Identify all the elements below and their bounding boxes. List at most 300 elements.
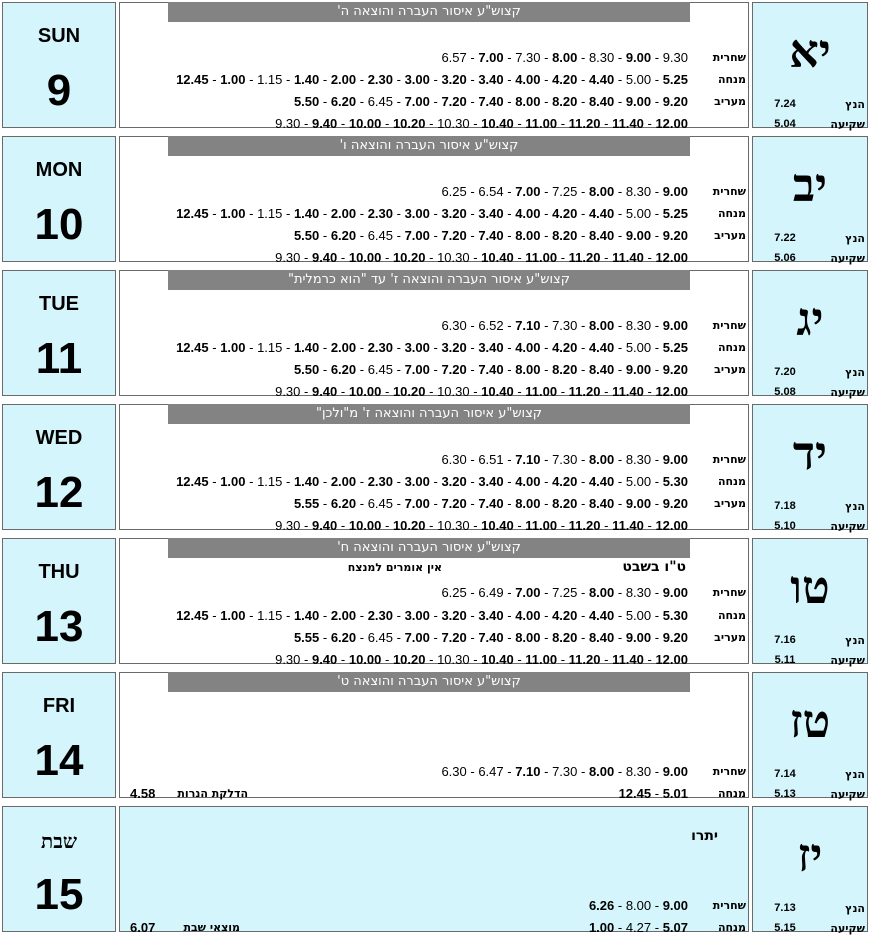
hebrew-date-box [752, 2, 868, 131]
hebrew-date-box [752, 806, 868, 935]
day-name: THU [38, 561, 80, 583]
kitzur-banner: קצוש"ע איסור העברה והוצאה ז' עד "הוא כרמלית" [168, 270, 690, 290]
netz-label: הנץ [845, 634, 865, 647]
time-value: 10.40 [481, 384, 514, 399]
time-value: 9.00 [662, 585, 688, 600]
kitzur-banner: קצוש"ע איסור העברה והוצאה ח' [168, 538, 690, 558]
time-value: 5.01 [662, 786, 688, 801]
kitzur-banner: קצוש"ע איסור העברה והוצאה ז' מ"ולכן" [168, 404, 690, 424]
time-value: 11.20 [568, 384, 601, 399]
time-value: 9.00 [625, 630, 652, 645]
hebrew-date: טז [789, 694, 831, 748]
time-value: 8.30 [588, 50, 615, 65]
shkia-time: 5.13 [774, 788, 796, 800]
time-value: 4.40 [588, 340, 615, 355]
time-value: 9.00 [662, 452, 688, 467]
time-value: 8.20 [552, 228, 578, 243]
schedule-box [119, 806, 749, 932]
maariv-times: 5.50 - 6.20 - 6.45 - 7.00 - 7.20 - 7.40 - 8.00 - 8.20 - 8.40 - 9.00 - 9.20 [293, 362, 688, 377]
time-value: 3.20 [441, 206, 467, 221]
time-value: 8.00 [588, 764, 615, 779]
time-value: 8.00 [625, 898, 652, 913]
time-value: 11.20 [568, 518, 601, 533]
shkia-label: שקיעה [830, 118, 865, 131]
maariv-times: 5.50 - 6.20 - 6.45 - 7.00 - 7.20 - 7.40 - 8.00 - 8.20 - 8.40 - 9.00 - 9.20 [293, 228, 688, 243]
time-value: 2.30 [367, 608, 393, 623]
time-value: 4.40 [588, 608, 615, 623]
time-value: 11.40 [612, 384, 644, 399]
netz-label: הנץ [845, 232, 865, 245]
time-value: 9.20 [662, 362, 688, 377]
day-of-week-box [2, 270, 116, 396]
shacharit-label: שחרית [712, 586, 746, 599]
time-value: 5.50 [293, 94, 320, 109]
time-value: 6.54 [478, 184, 504, 199]
time-value: 3.40 [478, 206, 504, 221]
day-row-thu [0, 536, 870, 667]
shacharit-times: 6.25 - 6.49 - 7.00 - 7.25 - 8.00 - 8.30 - 9.00 [441, 585, 688, 600]
day-of-week-box [2, 404, 116, 530]
time-value: 2.00 [330, 474, 357, 489]
time-value: 6.25 [441, 585, 467, 600]
time-value: 7.10 [515, 452, 541, 467]
time-value: 11.20 [568, 652, 601, 667]
time-value: 11.20 [568, 250, 601, 265]
day-row-shabbat [0, 804, 870, 935]
time-value: 1.40 [293, 206, 320, 221]
time-value: 7.00 [515, 184, 541, 199]
time-value: 2.30 [367, 474, 393, 489]
time-value: 5.30 [662, 608, 688, 623]
time-value: 11.20 [568, 116, 601, 131]
time-value: 11.00 [525, 518, 558, 533]
netz-time: 7.14 [774, 768, 796, 780]
time-value: 7.00 [404, 496, 430, 511]
hebrew-date-box [752, 538, 868, 667]
time-value: 6.26 [588, 898, 615, 913]
kitzur-banner: קצוש"ע איסור העברה והוצאה ו' [168, 136, 690, 156]
day-of-week-box [2, 136, 116, 262]
mincha-times: 12.45 - 1.00 - 1.15 - 1.40 - 2.00 - 2.30 - 3.00 - 3.20 - 3.40 - 4.00 - 4.20 - 4.40 - 5.00 - 5.25 [176, 340, 688, 355]
day-of-week-box [2, 806, 116, 932]
shkia-time: 5.11 [774, 654, 796, 666]
time-value: 9.20 [662, 496, 688, 511]
time-value: 9.40 [311, 518, 338, 533]
time-value: 7.10 [515, 318, 541, 333]
time-value: 4.20 [552, 206, 578, 221]
time-value: 5.00 [625, 206, 652, 221]
time-value: 5.00 [625, 72, 652, 87]
shkia-label: שקיעה [830, 520, 865, 533]
shkia-time: 5.15 [774, 922, 796, 934]
time-value: 9.40 [311, 384, 338, 399]
time-value: 12.00 [655, 384, 688, 399]
time-value: 7.00 [515, 585, 541, 600]
time-value: 3.00 [404, 72, 430, 87]
maariv-late-times: 9.30 - 9.40 - 10.00 - 10.20 - 10.30 - 10.40 - 11.00 - 11.20 - 11.40 - 12.00 [275, 518, 688, 533]
time-value: 9.40 [311, 652, 338, 667]
netz-label: הנץ [845, 366, 865, 379]
day-row-tue [0, 268, 870, 399]
shkia-time: 5.04 [774, 118, 796, 130]
shkia-label: שקיעה [830, 386, 865, 399]
mincha-times: 12.45 - 1.00 - 1.15 - 1.40 - 2.00 - 2.30 - 3.00 - 3.20 - 3.40 - 4.00 - 4.20 - 4.40 - 5.00 - 5.25 [176, 72, 688, 87]
maariv-label: מעריב [714, 497, 746, 510]
time-value: 7.00 [404, 362, 430, 377]
netz-time: 7.22 [774, 232, 796, 244]
time-value: 9.00 [625, 50, 652, 65]
time-value: 12.00 [655, 518, 688, 533]
shkia-label: שקיעה [830, 788, 865, 801]
day-number: 12 [34, 468, 84, 517]
time-value: 1.40 [293, 72, 320, 87]
mincha-label: מנחה [717, 73, 746, 86]
time-value: 8.00 [588, 184, 615, 199]
time-value: 9.00 [625, 496, 652, 511]
time-value: 10.20 [392, 384, 426, 399]
time-value: 8.30 [625, 318, 652, 333]
time-value: 6.51 [478, 452, 504, 467]
time-value: 3.00 [404, 608, 430, 623]
time-value: 8.00 [515, 496, 541, 511]
time-value: 9.00 [662, 184, 688, 199]
day-name: שבת [41, 829, 77, 853]
time-value: 4.00 [515, 72, 541, 87]
time-value: 7.00 [478, 50, 504, 65]
time-value: 8.30 [625, 184, 652, 199]
time-value: 4.20 [552, 608, 578, 623]
time-value: 5.00 [625, 474, 652, 489]
time-value: 3.00 [404, 206, 430, 221]
mincha-times: 1.00 - 4.27 - 5.07 [588, 920, 688, 935]
time-value: 9.30 [275, 250, 301, 265]
time-value: 6.47 [478, 764, 504, 779]
maariv-times: 5.55 - 6.20 - 6.45 - 7.00 - 7.20 - 7.40 - 8.00 - 8.20 - 8.40 - 9.00 - 9.20 [293, 496, 688, 511]
shacharit-times: 6.25 - 6.54 - 7.00 - 7.25 - 8.00 - 8.30 - 9.00 [441, 184, 688, 199]
netz-time: 7.18 [774, 500, 796, 512]
time-value: 6.57 [441, 50, 467, 65]
time-value: 8.20 [552, 630, 578, 645]
time-value: 6.49 [478, 585, 504, 600]
time-value: 7.25 [552, 585, 578, 600]
time-value: 8.00 [515, 362, 541, 377]
time-value: 7.25 [552, 184, 578, 199]
netz-label: הנץ [845, 902, 865, 915]
time-value: 12.45 [176, 206, 209, 221]
time-value: 7.20 [441, 630, 467, 645]
day-row-mon [0, 134, 870, 265]
time-value: 6.30 [441, 318, 467, 333]
tu-bishvat-title: ט"ו בשבט [622, 559, 686, 575]
time-value: 8.20 [552, 496, 578, 511]
shacharit-label: שחרית [712, 899, 746, 912]
maariv-late-times: 9.30 - 9.40 - 10.00 - 10.20 - 10.30 - 10.40 - 11.00 - 11.20 - 11.40 - 12.00 [275, 652, 688, 667]
time-value: 4.20 [552, 340, 578, 355]
day-number: 15 [34, 870, 84, 919]
time-value: 4.00 [515, 608, 541, 623]
netz-time: 7.24 [774, 98, 796, 110]
time-value: 3.00 [404, 474, 430, 489]
time-value: 8.30 [625, 585, 652, 600]
hebrew-date: יז [797, 828, 823, 882]
time-value: 7.20 [441, 362, 467, 377]
time-value: 10.30 [437, 250, 470, 265]
time-value: 7.40 [478, 362, 504, 377]
shacharit-times: 6.57 - 7.00 - 7.30 - 8.00 - 8.30 - 9.00 - 9.30 [441, 50, 688, 65]
time-value: 11.40 [612, 652, 644, 667]
time-value: 8.00 [515, 228, 541, 243]
day-number: 10 [34, 200, 84, 249]
time-value: 9.00 [662, 318, 688, 333]
netz-time: 7.16 [774, 634, 796, 646]
mincha-label: מנחה [717, 921, 746, 934]
time-value: 8.40 [588, 228, 615, 243]
time-value: 7.30 [552, 452, 578, 467]
day-number: 14 [34, 736, 84, 785]
maariv-times: 5.50 - 6.20 - 6.45 - 7.00 - 7.20 - 7.40 - 8.00 - 8.20 - 8.40 - 9.00 - 9.20 [293, 94, 688, 109]
parsha-name: יתרו [691, 828, 718, 844]
time-value: 8.40 [588, 94, 615, 109]
time-value: 5.50 [293, 228, 320, 243]
time-value: 10.00 [348, 116, 382, 131]
time-value: 4.00 [515, 206, 541, 221]
hebrew-date-box [752, 672, 868, 801]
time-value: 3.40 [478, 474, 504, 489]
time-value: 1.40 [293, 608, 320, 623]
time-value: 1.15 [257, 206, 283, 221]
time-value: 8.00 [552, 50, 578, 65]
time-value: 3.40 [478, 72, 504, 87]
time-value: 9.20 [662, 94, 688, 109]
day-name: FRI [42, 695, 76, 717]
time-value: 8.00 [588, 585, 615, 600]
time-value: 7.40 [478, 94, 504, 109]
time-value: 9.30 [275, 116, 301, 131]
time-value: 9.30 [275, 518, 301, 533]
time-value: 12.00 [655, 652, 688, 667]
time-value: 9.20 [662, 630, 688, 645]
shkia-label: שקיעה [830, 252, 865, 265]
hebrew-date-box [752, 404, 868, 533]
time-value: 8.20 [552, 362, 578, 377]
maariv-label: מעריב [714, 229, 746, 242]
time-value: 7.20 [441, 228, 467, 243]
shacharit-label: שחרית [712, 51, 746, 64]
time-value: 8.30 [625, 452, 652, 467]
time-value: 6.52 [478, 318, 504, 333]
time-value: 12.45 [176, 474, 209, 489]
candle-lighting-label: הדלקת הנרות [177, 787, 248, 800]
time-value: 6.20 [330, 94, 357, 109]
time-value: 6.30 [441, 764, 467, 779]
day-name: TUE [39, 293, 79, 315]
time-value: 5.00 [625, 340, 652, 355]
day-number: 13 [34, 602, 84, 651]
time-value: 7.20 [441, 496, 467, 511]
time-value: 11.40 [612, 250, 644, 265]
time-value: 10.00 [348, 384, 382, 399]
time-value: 1.15 [257, 72, 283, 87]
time-value: 10.20 [392, 518, 426, 533]
time-value: 10.20 [392, 116, 426, 131]
time-value: 9.00 [662, 898, 688, 913]
time-value: 7.10 [515, 764, 541, 779]
maariv-label: מעריב [714, 95, 746, 108]
time-value: 8.40 [588, 362, 615, 377]
time-value: 10.20 [392, 250, 426, 265]
day-row-sun [0, 0, 870, 131]
time-value: 3.20 [441, 340, 467, 355]
shacharit-times: 6.30 - 6.51 - 7.10 - 7.30 - 8.00 - 8.30 - 9.00 [441, 452, 688, 467]
day-of-week-box [2, 538, 116, 664]
time-value: 2.30 [367, 72, 393, 87]
time-value: 6.45 [367, 94, 393, 109]
time-value: 6.45 [367, 496, 393, 511]
mincha-label: מנחה [717, 609, 746, 622]
time-value: 6.45 [367, 362, 393, 377]
time-value: 7.40 [478, 630, 504, 645]
time-value: 1.15 [257, 340, 283, 355]
time-value: 3.20 [441, 72, 467, 87]
shacharit-times: 6.26 - 8.00 - 9.00 [588, 898, 688, 913]
time-value: 4.27 [625, 920, 652, 935]
day-of-week-box [2, 672, 116, 798]
time-value: 1.15 [257, 608, 283, 623]
mincha-times: 12.45 - 1.00 - 1.15 - 1.40 - 2.00 - 2.30 - 3.00 - 3.20 - 3.40 - 4.00 - 4.20 - 4.40 - 5.00 - 5.25 [176, 206, 688, 221]
time-value: 10.40 [481, 518, 514, 533]
day-of-week-box [2, 2, 116, 128]
time-value: 11.00 [525, 652, 558, 667]
hebrew-date: טו [790, 560, 830, 614]
shkia-label: שקיעה [830, 922, 865, 935]
mincha-label: מנחה [717, 475, 746, 488]
time-value: 1.40 [293, 474, 320, 489]
time-value: 4.40 [588, 72, 615, 87]
netz-time: 7.20 [774, 366, 796, 378]
time-value: 7.00 [404, 630, 430, 645]
shkia-time: 5.08 [774, 386, 796, 398]
time-value: 8.00 [588, 452, 615, 467]
time-value: 10.40 [481, 250, 514, 265]
time-value: 12.45 [176, 72, 209, 87]
time-value: 12.00 [655, 250, 688, 265]
day-row-wed [0, 402, 870, 533]
time-value: 3.20 [441, 608, 467, 623]
time-value: 7.30 [552, 318, 578, 333]
time-value: 8.40 [588, 630, 615, 645]
time-value: 2.30 [367, 340, 393, 355]
time-value: 2.00 [330, 72, 357, 87]
time-value: 8.20 [552, 94, 578, 109]
shacharit-times: 6.30 - 6.47 - 7.10 - 7.30 - 8.00 - 8.30 - 9.00 [441, 764, 688, 779]
time-value: 3.40 [478, 608, 504, 623]
time-value: 5.25 [662, 206, 688, 221]
shacharit-times: 6.30 - 6.52 - 7.10 - 7.30 - 8.00 - 8.30 - 9.00 [441, 318, 688, 333]
time-value: 6.20 [330, 362, 357, 377]
shacharit-label: שחרית [712, 185, 746, 198]
time-value: 5.25 [662, 72, 688, 87]
time-value: 7.00 [404, 228, 430, 243]
time-value: 9.20 [662, 228, 688, 243]
time-value: 10.30 [437, 116, 470, 131]
time-value: 5.50 [293, 362, 320, 377]
time-value: 6.20 [330, 228, 357, 243]
time-value: 11.40 [612, 116, 644, 131]
time-value: 12.00 [655, 116, 688, 131]
time-value: 1.15 [257, 474, 283, 489]
time-value: 5.55 [293, 496, 320, 511]
hebrew-date-box [752, 136, 868, 265]
time-value: 6.20 [330, 496, 357, 511]
time-value: 2.00 [330, 340, 357, 355]
time-value: 11.00 [525, 384, 558, 399]
time-value: 9.00 [625, 228, 652, 243]
day-name: SUN [37, 25, 81, 47]
time-value: 5.25 [662, 340, 688, 355]
time-value: 12.45 [618, 786, 652, 801]
kitzur-banner: קצוש"ע איסור העברה והוצאה ט' [168, 672, 690, 692]
time-value: 10.00 [348, 652, 382, 667]
time-value: 1.00 [220, 340, 246, 355]
netz-label: הנץ [845, 98, 865, 111]
hebrew-date: יד [792, 426, 828, 480]
time-value: 3.40 [478, 340, 504, 355]
time-value: 6.20 [330, 630, 357, 645]
time-value: 2.00 [330, 608, 357, 623]
time-value: 9.40 [311, 116, 338, 131]
time-value: 3.20 [441, 474, 467, 489]
time-value: 5.00 [625, 608, 652, 623]
netz-time: 7.13 [774, 902, 796, 914]
hebrew-date-box [752, 270, 868, 399]
no-lamnatzeach-note: אין אומרים למנצח [347, 561, 442, 574]
time-value: 10.40 [481, 652, 514, 667]
shkia-time: 5.10 [774, 520, 796, 532]
day-number: 9 [46, 66, 72, 115]
time-value: 1.40 [293, 340, 320, 355]
time-value: 7.40 [478, 228, 504, 243]
time-value: 9.00 [625, 94, 652, 109]
time-value: 10.30 [437, 518, 470, 533]
hebrew-date: יב [792, 158, 828, 212]
time-value: 7.30 [515, 50, 541, 65]
time-value: 4.00 [515, 340, 541, 355]
shkia-label: שקיעה [830, 654, 865, 667]
day-row-fri [0, 670, 870, 801]
kitzur-banner: קצוש"ע איסור העברה והוצאה ה' [168, 2, 690, 22]
time-value: 6.45 [367, 630, 393, 645]
time-value: 7.00 [404, 94, 430, 109]
time-value: 10.40 [481, 116, 514, 131]
time-value: 9.00 [625, 362, 652, 377]
motzei-shabbat-label: מוצאי שבת [183, 921, 240, 934]
time-value: 4.40 [588, 206, 615, 221]
day-name: MON [35, 159, 83, 181]
time-value: 4.00 [515, 474, 541, 489]
time-value: 9.00 [662, 764, 688, 779]
time-value: 8.00 [515, 94, 541, 109]
time-value: 10.30 [437, 384, 470, 399]
maariv-late-times: 9.30 - 9.40 - 10.00 - 10.20 - 10.30 - 10.40 - 11.00 - 11.20 - 11.40 - 12.00 [275, 250, 688, 265]
time-value: 8.00 [588, 318, 615, 333]
time-value: 8.30 [625, 764, 652, 779]
time-value: 7.30 [552, 764, 578, 779]
maariv-late-times: 9.30 - 9.40 - 10.00 - 10.20 - 10.30 - 10.40 - 11.00 - 11.20 - 11.40 - 12.00 [275, 116, 688, 131]
time-value: 5.55 [293, 630, 320, 645]
time-value: 7.20 [441, 94, 467, 109]
time-value: 9.40 [311, 250, 338, 265]
time-value: 11.00 [525, 250, 558, 265]
